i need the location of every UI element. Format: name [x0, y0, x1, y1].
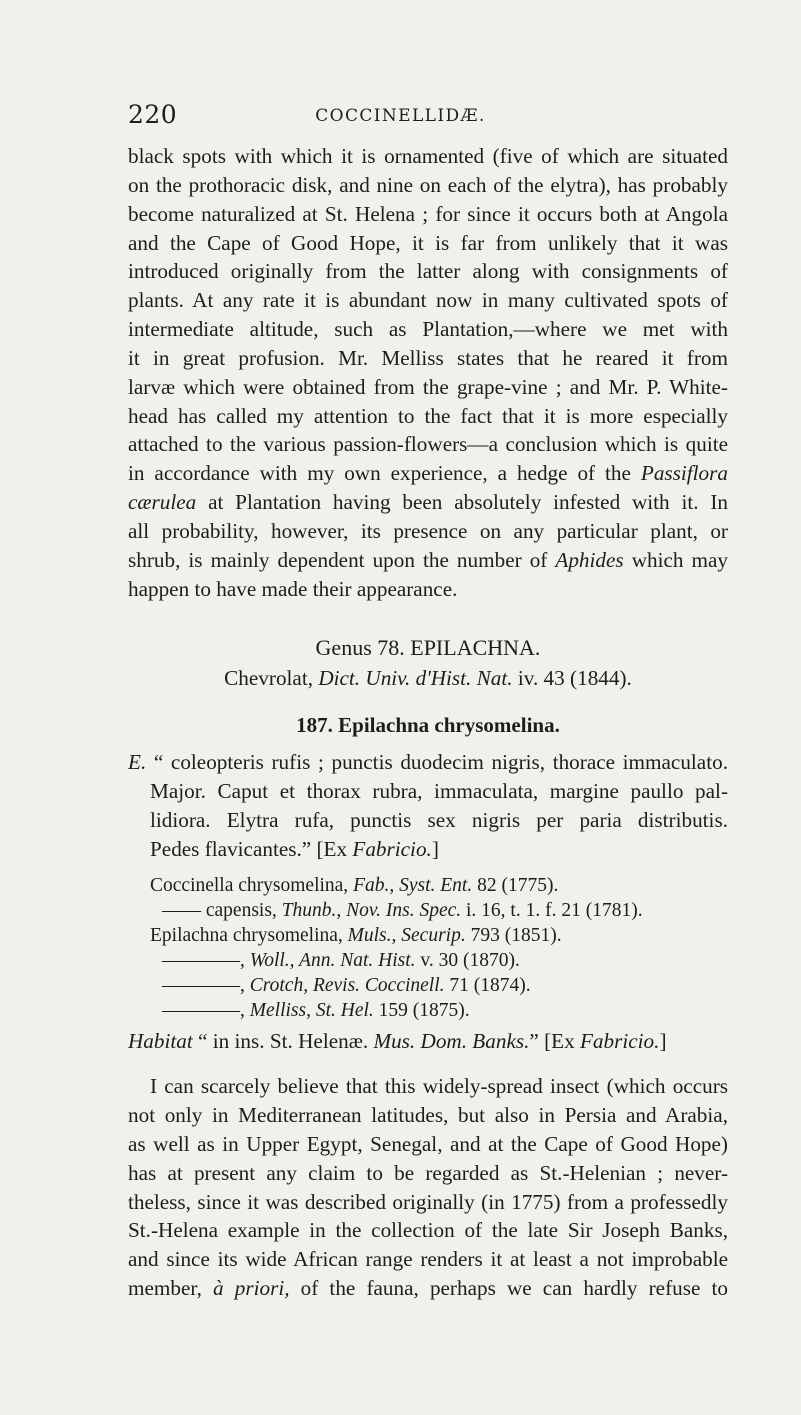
work-title: Fab., Syst. Ent.: [353, 875, 473, 897]
text-run: shrub, is mainly dependent upon the number of: [128, 547, 556, 572]
genus-abbrev: E.: [128, 750, 147, 775]
text-run: which may: [623, 547, 728, 572]
genus-citation: [128, 664, 728, 693]
text-line: it in great profusion. Mr. Melliss states that he reared it from: [128, 345, 728, 370]
text-run: ]: [431, 836, 439, 861]
page-number: 220: [128, 100, 178, 129]
paragraph-remarks: [128, 1072, 728, 1303]
reference: 82 (1775).: [472, 875, 559, 897]
reference: i. 16, t. 1. f. 21 (1781).: [461, 900, 643, 922]
text-line: all probability, however, its presence on any particular plant, or: [128, 518, 728, 543]
page-body: [128, 142, 728, 1303]
species-description: [128, 748, 728, 863]
reference: 159 (1875).: [373, 1000, 470, 1022]
habitat-label: Habitat: [128, 1029, 193, 1054]
synonym-line: [128, 898, 728, 923]
work-title: Melliss, St. Hel.: [249, 1000, 374, 1022]
text-run: “ in ins. St. Helenæ.: [192, 1029, 374, 1054]
text-line: [128, 488, 728, 517]
text-line: [128, 1274, 728, 1303]
text-line: not only in Mediterranean latitudes, but also in Persia and Arabia,: [128, 1103, 728, 1128]
synonym-line: [128, 998, 728, 1023]
synonym-name: ————,: [162, 1000, 250, 1022]
reference: 793 (1851).: [465, 925, 562, 947]
text-line: I can scarcely believe that this widely-spread insect (which occurs: [150, 1074, 728, 1099]
habitat-line: [128, 1027, 728, 1056]
text-line: [128, 835, 728, 864]
synonym-name: —— capensis,: [162, 900, 282, 922]
work-title: Muls., Securip.: [347, 925, 466, 947]
text-line: St.-Helena example in the collection of the late Sir Joseph Banks,: [128, 1218, 728, 1243]
paragraph-aphides: [128, 142, 728, 604]
synonym-name: ————,: [162, 950, 250, 972]
habitat-source: Mus. Dom. Banks.: [373, 1029, 530, 1054]
text-line: as well as in Upper Egypt, Senegal, and at the Cape of Good Hope): [128, 1131, 728, 1156]
text-line: black spots with which it is ornamented (five of which are situated: [128, 144, 728, 168]
running-title: COCCINELLIDÆ.: [315, 106, 486, 126]
text-run: at Plantation having been absolutely infested with it. In: [196, 490, 728, 515]
work-title: Crotch, Revis. Coccinell.: [249, 975, 445, 997]
synonym-line: [128, 873, 728, 898]
work-title: Dict. Univ. d'Hist. Nat.: [318, 666, 513, 691]
text-run: Pedes flavicantes.” [Ex: [150, 836, 353, 861]
work-title: Woll., Ann. Nat. Hist.: [249, 950, 416, 972]
author: Chevrolat,: [224, 666, 319, 691]
text-line: intermediate altitude, such as Plantation,—where we met with: [128, 317, 728, 342]
genus-heading: Genus 78. EPILACHNA.: [315, 634, 541, 660]
text-line: attached to the various passion-flowers—a conclusion which is quite: [128, 432, 728, 457]
text-line: [128, 459, 728, 488]
text-run: “ coleopteris rufis ; punctis duodecim nigris, thorace immaculato.: [146, 750, 728, 775]
species-heading: 187. Epilachna chrysomelina.: [296, 713, 560, 738]
synonym-line: [128, 948, 728, 973]
text-line: and the Cape of Good Hope, it is far from unlikely that it was: [128, 230, 728, 255]
text-run: of the fauna, perhaps we can hardly refuse to: [289, 1276, 728, 1301]
text-line: head has called my attention to the fact that it is more especially: [128, 403, 728, 428]
synonym-name: Coccinella chrysomelina,: [150, 875, 354, 897]
synonymy: [128, 873, 728, 1023]
synonym-line: [128, 923, 728, 948]
text-line: [128, 748, 728, 777]
text-line: [128, 546, 728, 575]
page-header: [0, 100, 801, 134]
latin-phrase: à priori,: [213, 1276, 290, 1301]
taxon-name: Aphides: [555, 547, 624, 572]
text-line: Major. Caput et thorax rubra, immaculata, margine paullo pal-: [150, 778, 728, 803]
text-line: on the prothoracic disk, and nine on each of the elytra), has probably: [128, 172, 728, 197]
text-line: has at present any claim to be regarded as St.-Helenian ; never-: [128, 1160, 728, 1185]
taxon-name: Passiflora: [640, 461, 728, 486]
reference: 71 (1874).: [444, 975, 531, 997]
text-line: lidiora. Elytra rufa, punctis sex nigris per paria distributis.: [150, 807, 728, 832]
reference: v. 30 (1870).: [415, 950, 520, 972]
text-run: member,: [128, 1276, 214, 1301]
text-line: plants. At any rate it is abundant now in many cultivated spots of: [128, 288, 728, 313]
reference: iv. 43 (1844).: [512, 666, 632, 691]
synonym-name: ————,: [162, 975, 250, 997]
taxon-name: cærulea: [128, 490, 197, 515]
synonym-name: Epilachna chrysomelina,: [150, 925, 348, 947]
synonym-line: [128, 973, 728, 998]
text-line: and since its wide African range renders it at least a not improbable: [128, 1247, 728, 1272]
text-run: in accordance with my own experience, a hedge of the: [128, 461, 641, 486]
text-line: theless, since it was described originally (in 1775) from a professedly: [128, 1189, 728, 1214]
work-title: Thunb., Nov. Ins. Spec.: [281, 900, 462, 922]
text-line: happen to have made their appearance.: [128, 576, 458, 601]
text-run: ]: [659, 1029, 667, 1054]
credit: Fabricio.: [579, 1029, 660, 1054]
credit: Fabricio.: [352, 836, 432, 861]
text-line: larvæ which were obtained from the grape-vine ; and Mr. P. White-: [128, 374, 728, 399]
text-line: introduced originally from the latter along with consignments of: [128, 259, 728, 284]
text-run: ” [Ex: [529, 1029, 580, 1054]
text-line: become naturalized at St. Helena ; for since it occurs both at Angola: [128, 201, 728, 226]
